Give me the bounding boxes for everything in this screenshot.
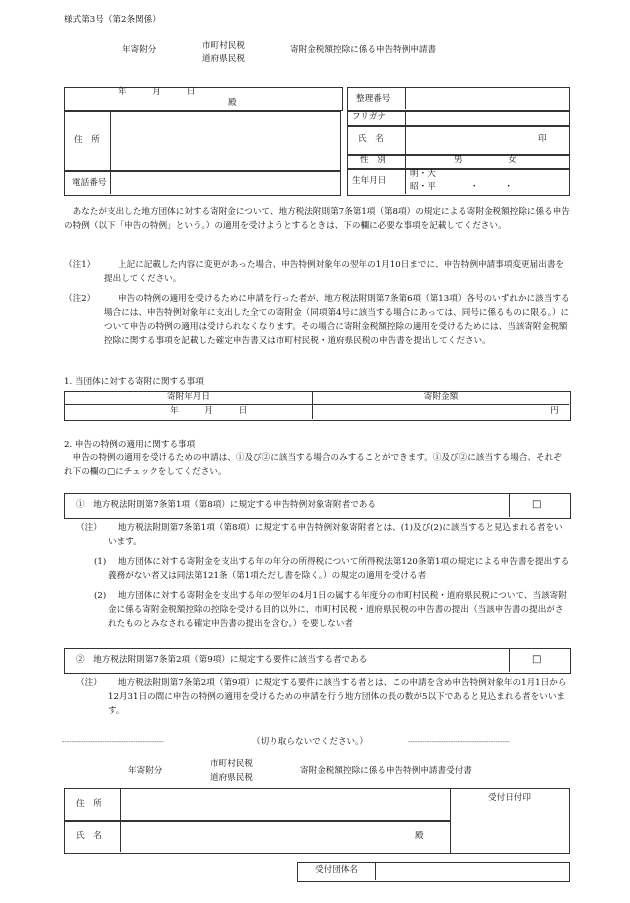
sub1-label: (1) [94, 557, 107, 567]
tax-municipal: 市町村民税 [202, 41, 245, 51]
year-label: 年寄附分 [122, 45, 157, 55]
era-option-showa-heisei[interactable]: 昭・平 [410, 182, 436, 192]
receipt-name-input[interactable] [122, 821, 422, 851]
item1-label: ① 地方税法附則第7条第1項（第8項）に規定する申告特例対象寄附者である [76, 500, 376, 510]
applicant-box [64, 87, 343, 111]
receipt-tax-prefectural: 道府県民税 [210, 773, 253, 783]
item2-checkbox[interactable]: □ [532, 654, 542, 665]
donation-date-header: 寄附年月日 [167, 392, 210, 402]
seiri-input[interactable] [407, 88, 567, 108]
receipt-stamp-label: 受付日付印 [488, 793, 531, 803]
cut-line-text: （切り取らないでください。） [252, 737, 369, 747]
receipt-address-label: 住 所 [76, 799, 102, 809]
receipt-org-label: 受付団体名 [315, 865, 358, 875]
address-input[interactable] [112, 112, 338, 169]
furigana-input[interactable] [407, 112, 567, 124]
receipt-tax-municipal: 市町村民税 [210, 759, 253, 769]
sub1-text: 地方団体に対する寄附金を支出する年の年分の所得税について所得税法第120条第1項の規定による申告書を提出する義務がない者又は同法第121条（第1項ただし書を除く。）の規定の適用を受ける者 [108, 557, 570, 581]
note2-label: （注2） [64, 294, 96, 304]
gender-label: 性 別 [360, 155, 386, 165]
form-title: 寄附金税額控除に係る申告特例申請書 [290, 45, 437, 55]
furigana-label: フリガナ [352, 112, 386, 122]
date-field[interactable]: 年 月 日 [118, 87, 196, 97]
addressee-mark: 殿 [228, 98, 237, 108]
item1-checkbox[interactable]: □ [532, 499, 542, 510]
note2-text: 申告の特例の適用を受けるために申請を行った者が、地方税法附則第7条第6項（第13項）各号のいずれかに該当する場合には、申告特例対象年に支出した全ての寄附金（同項第4号に該当する場合にあっては、同号に係るものに限る。）について申告の特例の適用は受けられなくなります。その場合に寄附金税額控除の適用を受けるためには、当該寄附金税額控除に関する事項を記載した確定申告書又は市町村民税・道府県民税の申告書を提出してください。 [104, 294, 570, 346]
cut-line-right: ------------------------------------------- [408, 738, 510, 746]
sub2-label: (2) [94, 591, 107, 601]
birth-date-input[interactable]: ・ ・ [470, 182, 513, 192]
receipt-org-input[interactable] [377, 863, 567, 879]
receipt-name-label: 氏 名 [76, 831, 102, 841]
seiri-label: 整理番号 [356, 94, 391, 104]
donation-amount-header: 寄附金額 [423, 392, 459, 402]
sub2-text: 地方団体に対する寄附金を支出する年の翌年の4月1日の属する年度分の市町村民税・道府県民税について、当該寄附金に係る寄附金税額控除の控除を受ける目的以外に、市町村民税・道府県民税の申告書の提出（当該申告書の提出がされたものとみなされる確定申告書の提出を含む。）を要しない者 [108, 591, 567, 629]
item2-note-label: （注） [76, 678, 102, 688]
yen-unit: 円 [550, 406, 559, 416]
form-id: 様式第3号（第2条関係） [64, 15, 161, 25]
donation-date-input[interactable]: 年 月 日 [170, 406, 248, 416]
note1-label: （注1） [64, 260, 96, 270]
receipt-year-label: 年寄附分 [128, 766, 163, 776]
section2-heading: 2. 申告の特例の適用に関する事項 [64, 440, 196, 450]
section2-desc: 申告の特例の適用を受けるための申請は、①及び②に該当する場合のみすることができます。①及び②に該当する場合、それぞれ下の欄の□にチェックをしてください。 [64, 453, 562, 477]
phone-label: 電話番号 [72, 178, 107, 188]
address-label: 住 所 [74, 135, 100, 145]
name-label: 氏 名 [358, 134, 384, 144]
item2-note: 地方税法附則第7条第2項（第9項）に規定する要件に該当する者とは、この申請を含め申告特例対象年の1月1日から12月31日の間に申告の特例の適用を受けるための申請を行う地方団体の長の数が5以下であると見込まれる者をいいます。 [108, 678, 567, 716]
gender-male[interactable]: 男 [454, 155, 463, 165]
cut-line-left: ------------------------------------------- [62, 738, 164, 746]
gender-female[interactable]: 女 [508, 155, 517, 165]
name-input[interactable] [407, 126, 537, 153]
tax-prefectural: 道府県民税 [202, 54, 245, 64]
item2-label: ② 地方税法附則第7条第2項（第9項）に規定する要件に該当する者である [76, 655, 368, 665]
seal-mark: 印 [538, 134, 547, 144]
phone-input[interactable] [112, 171, 338, 193]
receipt-address-input[interactable] [122, 789, 448, 819]
item1-note-label: （注） [76, 523, 102, 533]
intro-text: あなたが支出した地方団体に対する寄附金について、地方税法附則第7条第1項（第8項）の規定による寄附金税額控除に係る申告の特例（以下「申告の特例」という。）の適用を受けようとするときは、下の欄に必要な事項を記載してください。 [64, 207, 570, 231]
note1-text: 上記に記載した内容に変更があった場合、申告特例対象年の翌年の1月10日までに、申告特例申請事項変更届出書を提出してください。 [104, 260, 565, 284]
item1-note: 地方税法附則第7条第1項（第8項）に規定する申告特例対象寄附者とは、(1)及び(2)に該当すると見込まれる者をいいます。 [108, 523, 563, 547]
receipt-addressee-mark: 殿 [415, 831, 424, 841]
birth-label: 生年月日 [352, 176, 387, 186]
era-option-meiji-taisho[interactable]: 明・大 [410, 169, 436, 179]
section1-heading: 1. 当団体に対する寄附に関する事項 [64, 377, 204, 387]
receipt-title: 寄附金税額控除に係る申告特例申請書受付書 [300, 766, 472, 776]
